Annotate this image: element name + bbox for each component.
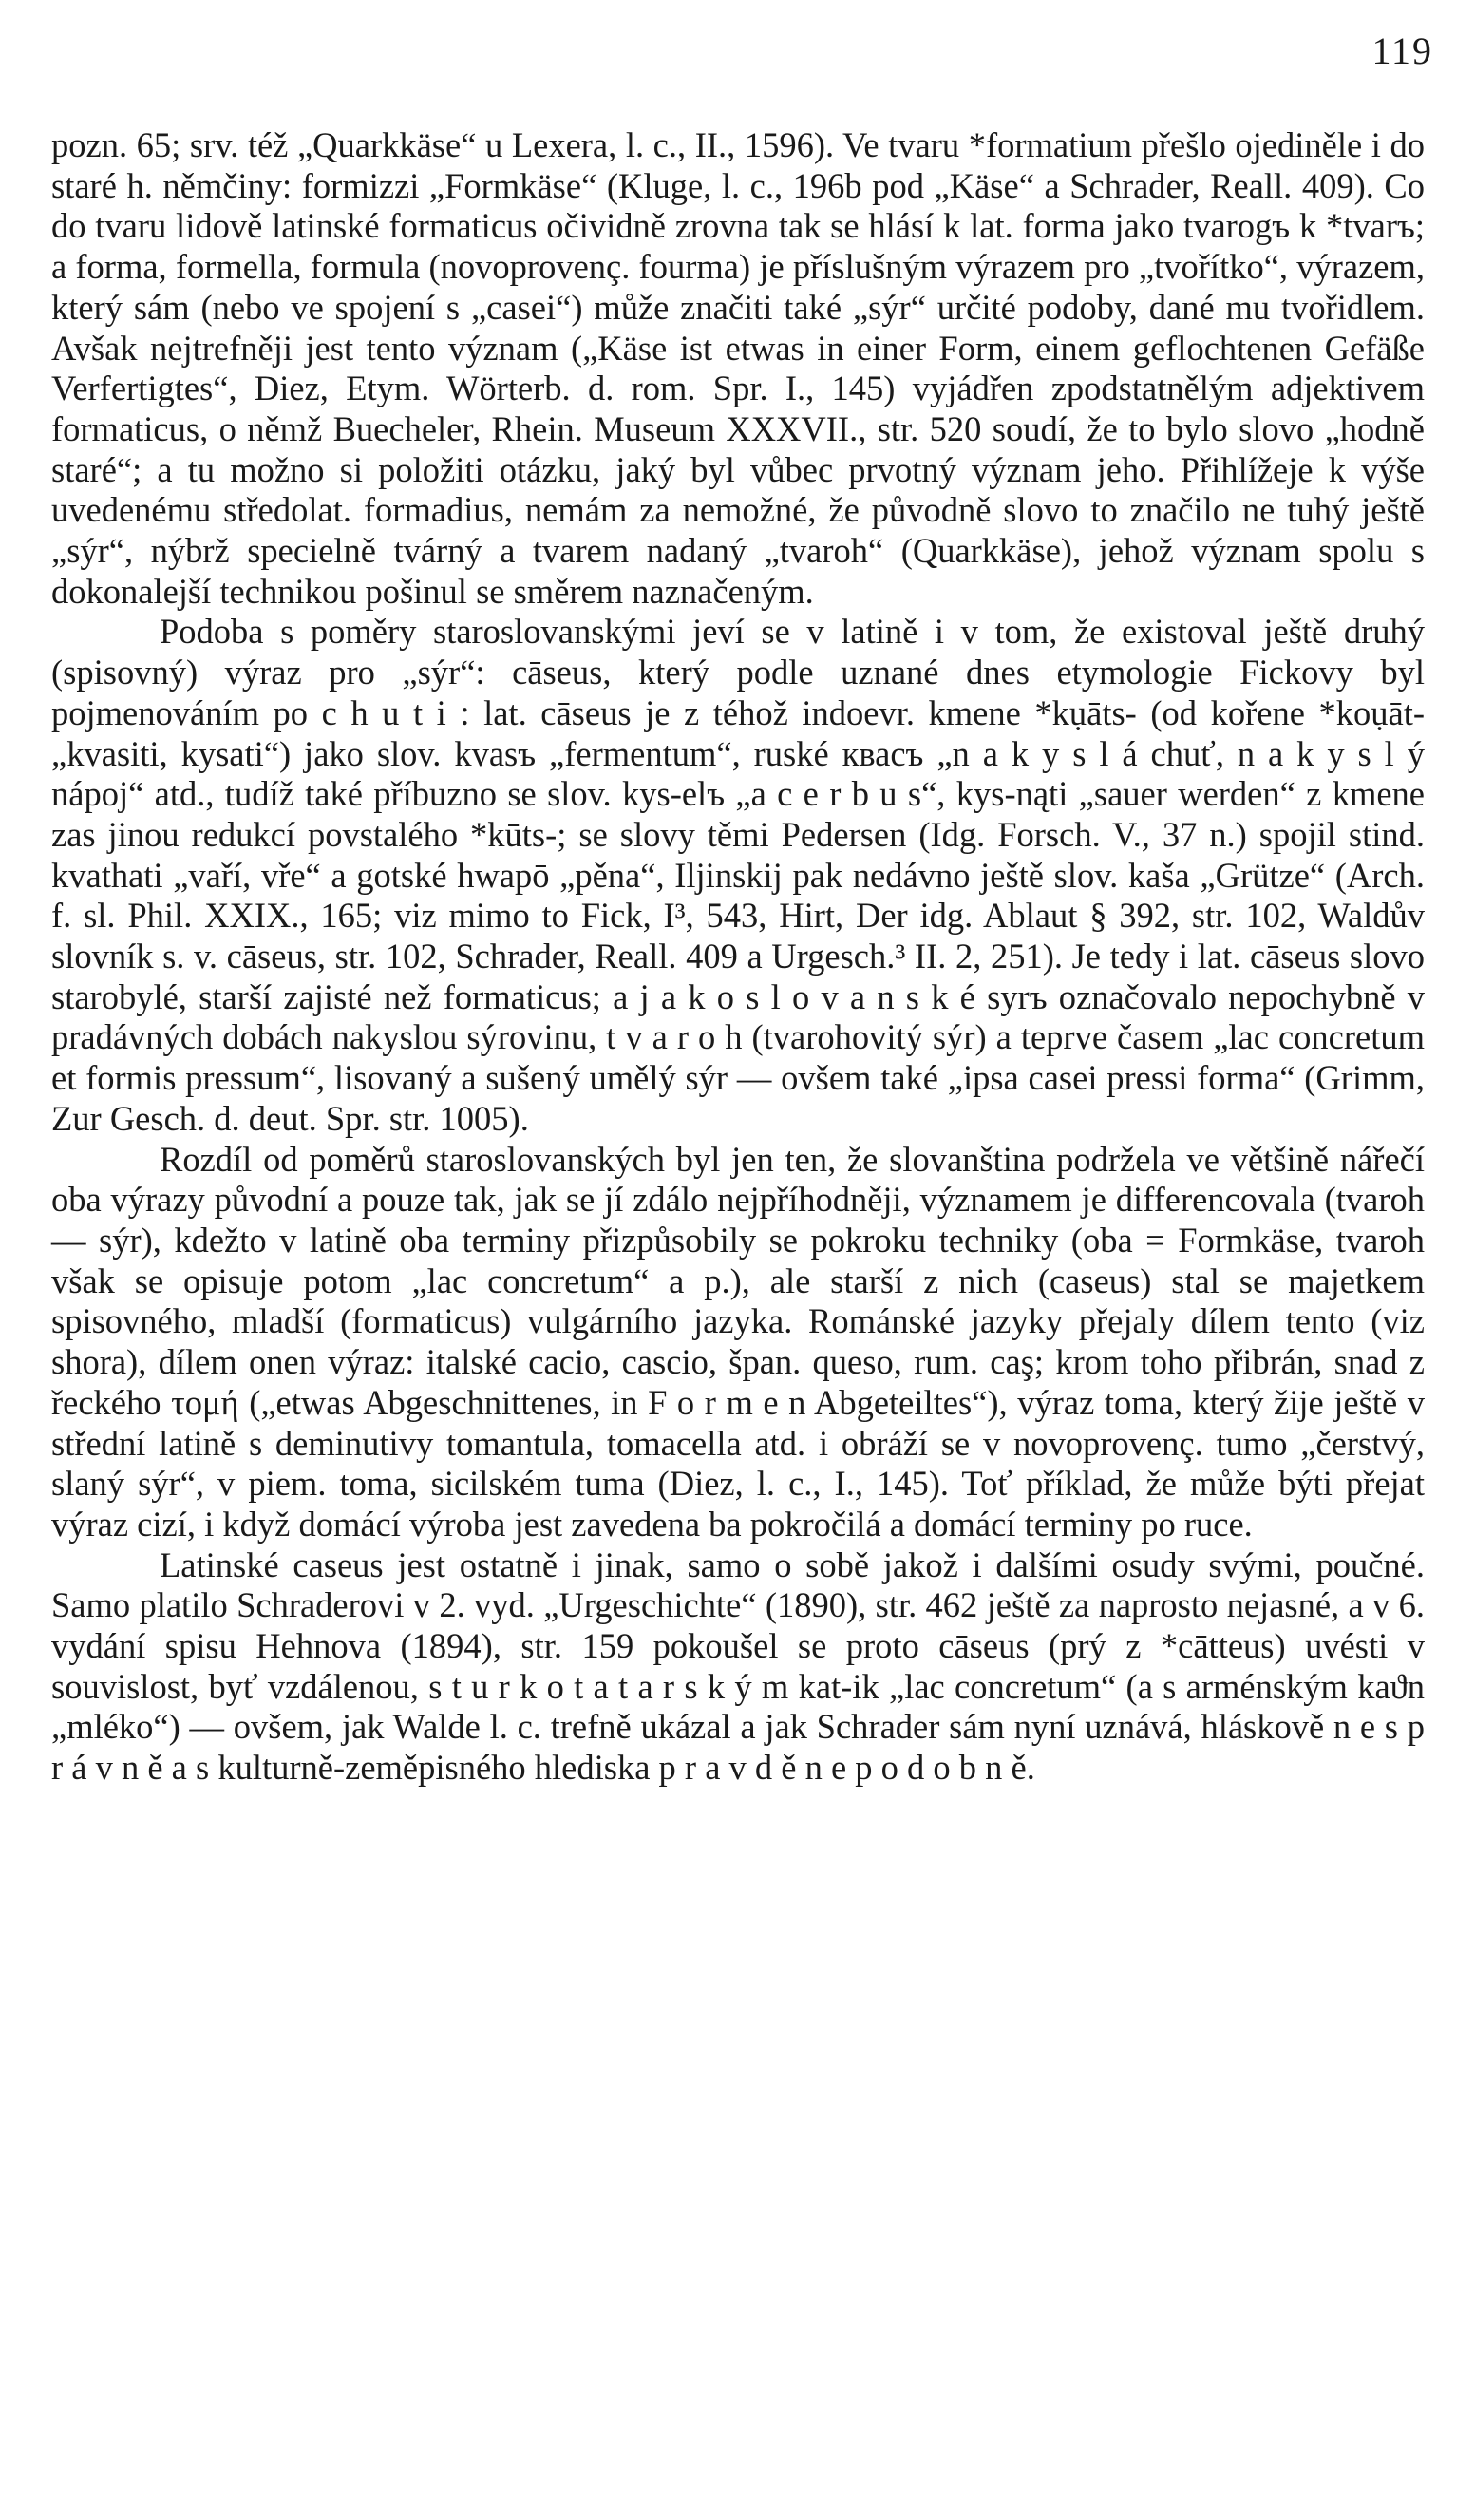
paragraph-1: pozn. 65; srv. též „Quarkkäse“ u Lexera, l. c., II., 1596). Ve tvaru *formatium přešlo ojediněle i do staré h. němčiny: formizzi „Formkäse“ (Kluge, l. c., 196b pod „Käse“ a Schrader, Reall. 409). Co do tvaru lidově latinské formaticus očividně zrovna tak se hlásí k lat. forma jako tvarogъ k *tvarъ; a forma, formella, formula (novoprovenç. fourma) je příslušným výrazem pro „tvořítko“, výrazem, který sám (nebo ve spojení s „casei“) může značiti také „sýr“ určité podoby, dané mu tvořidlem. Avšak nejtrefněji jest tento význam („Käse ist etwas in einer Form, einem geflochtenen Gefäße Verfertigtes“, Diez, Etym. Wörterb. d. rom. Spr. I., 145) vyjádřen zpodstatnělým adjektivem formaticus, o němž Buecheler, Rhein. Museum XXXVII., str. 520 soudí, že to bylo slovo „hodně staré“; a tu možno si položiti otázku, jaký byl vůbec prvotný význam jeho. Přihlížeje k výše uvedenému středolat. formadius, nemám za nemožné, že původně slovo to značilo ne tuhý ještě „sýr“, nýbrž specielně tvárný a tvarem nadaný „tvaroh“ (Quarkkäse), jehož význam spolu s dokonalejší technikou pošinul se směrem naznačeným.	[51, 125, 1425, 611]
body-text	[51, 125, 1425, 1789]
paragraph-3: Rozdíl od poměrů staroslovanských byl jen ten, že slovanština podržela ve většině nářečí oba výrazy původní a pouze tak, jak se jí zdálo nejpříhodněji, významem je differencovala (tvaroh — sýr), kdežto v latině oba terminy přizpůsobily se pokroku techniky (oba = Formkäse, tvaroh však se opisuje potom „lac concretum“ a p.), ale starší z nich (caseus) stal se majetkem spisovného, mladší (formaticus) vulgárního jazyka. Románské jazyky přejaly dílem tento (viz shora), dílem onen výraz: italské cacio, cascio, špan. queso, rum. caş; krom toho přibrán, snad z řeckého τομή („etwas Abgeschnittenes, in F o r m e n Abgeteiltes“), výraz toma, který žije ještě v střední latině s deminutivy tomantula, tomacella atd. i obráží se v novoprovenç. tumo „čerstvý, slaný sýr“, v piem. toma, sicilském tuma (Diez, l. c., I., 145). Toť příklad, že může býti přejat výraz cizí, i když domácí výroba jest zavedena ba pokročilá a domácí terminy po ruce.	[51, 1139, 1425, 1544]
page-number: 119	[1371, 29, 1433, 72]
paragraph-2: Podoba s poměry staroslovanskými jeví se v latině i v tom, že existoval ještě druhý (spisovný) výraz pro „sýr“: cāseus, který podle uznané dnes etymologie Fickovy byl pojmenováním po c h u t i : lat. cāseus je z téhož indoevr. kmene *kụāts- (od kořene *koụāt- „kvasiti, kysati“) jako slov. kvasъ „fermentum“, ruské квасъ „n a k y s l á chuť, n a k y s l ý nápoj“ atd., tudíž také příbuzno se slov. kys-elъ „a c e r b u s“, kys-nąti „sauer werden“ z kmene zas jinou redukcí povstalého *kūts-; se slovy těmi Pedersen (Idg. Forsch. V., 37 n.) spojil stind. kvathati „vaří, vře“ a gotské hwapō „pěna“, Iljinskij pak nedávno ještě slov. kaša „Grütze“ (Arch. f. sl. Phil. XXIX., 165; viz mimo to Fick, I³, 543, Hirt, Der idg. Ablaut § 392, str. 102, Waldův slovník s. v. cāseus, str. 102, Schrader, Reall. 409 a Urgesch.³ II. 2, 251). Je tedy i lat. cāseus slovo starobylé, starší zajisté než formaticus; a j a k o s l o v a n s k é syrъ označovalo nepochybně v pradávných dobách nakyslou sýrovinu, t v a r o h (tvarohovitý sýr) a teprve časem „lac concretum et formis pressum“, lisovaný a sušený umělý sýr — ovšem také „ipsa casei pressi forma“ (Grimm, Zur Gesch. d. deut. Spr. str. 1005).	[51, 612, 1425, 1138]
paragraph-4: Latinské caseus jest ostatně i jinak, samo o sobě jakož i dalšími osudy svými, poučné. Samo platilo Schraderovi v 2. vyd. „Urgeschichte“ (1890), str. 462 ještě za naprosto nejasné, a v 6. vydání spisu Hehnova (1894), str. 159 pokoušel se proto cāseus (prý z *cātteus) uvésti v souvislost, byť vzdálenou, s t u r k o t a t a r s k ý m kat-ik „lac concretum“ (a s arménským kaϑn „mléko“) — ovšem, jak Walde l. c. trefně ukázal a jak Schrader sám nyní uznává, hláskově n e s p r á v n ě a s kulturně-zeměpisného hlediska p r a v d ě n e p o d o b n ě.	[51, 1544, 1425, 1788]
